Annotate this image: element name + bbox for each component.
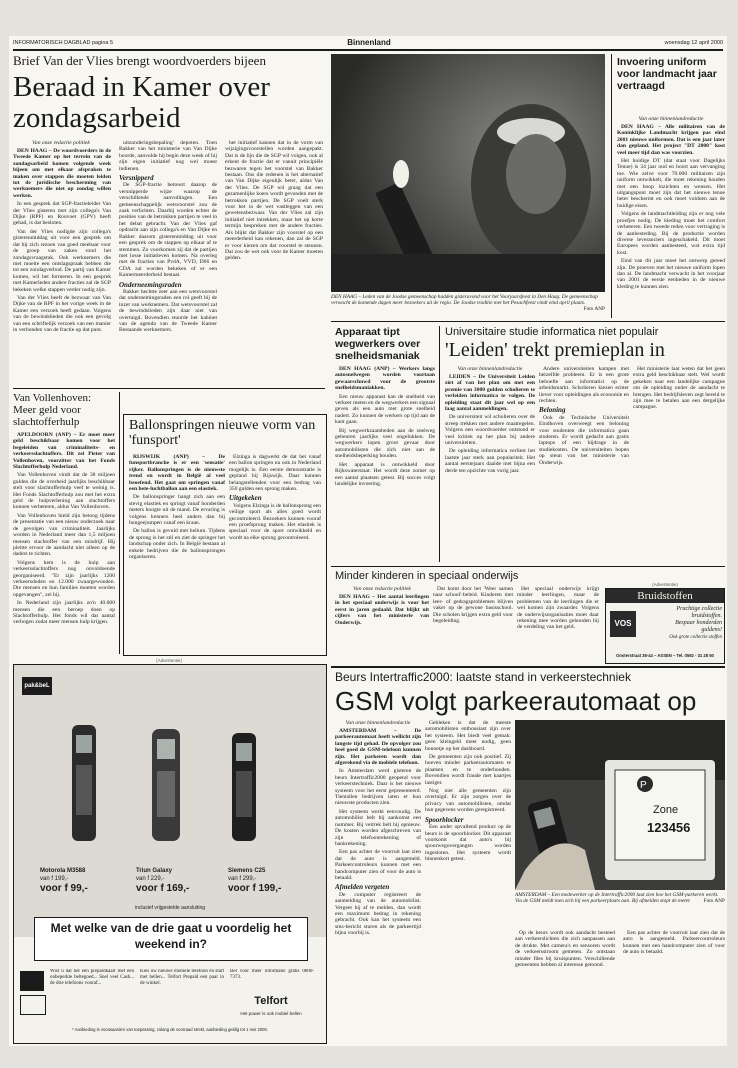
photo-credit: Foto ANP <box>703 898 725 904</box>
lead-paragraph: het initiatief kannen dat in de vorm van wijzigingsvoorstellen worden aangepakt. Dat is de lijn die de SGP wil volgen, ook al erkent de fractie dat er vanuit principiële bezwaren tegen het voorstel van Bakker bestaan. Ons die redenen is het alternatief van Van Dijke eigenlijk beter, aldus Van der Vlies. De SGP wil graag dat een gezamenlijke koers wordt gevonden met de betrokken partijen. De SGP voelt sterk voor het in de wet vastleggen van een gewetensbezwaar. Van der Vlies zal zijn initiatief niet intrekken, maar het op korte termijn bespreken met de andere fracties. Als blijkt dat Bakker zijn voorstel op een meerderheid kan rekenen, dan zal de SGP er voor kiezen om dat voorstel te steunen. Dat zou de wet ook voor de Kamer moeten gelden. <box>225 140 323 262</box>
masthead-section: Binnenland <box>347 38 391 47</box>
gsm-paragraph: De computer registreert de aanmelding van de automobilist. Vergeet hij af te melden, dan wordt een maximum bedrag in rekening gebracht. Ook kan het systeem een sms-bericht sturen als de parkeertijd bijna voorbij is. <box>335 891 421 937</box>
lead-subhead: Versnipperd <box>119 174 154 183</box>
phone-offer-name: Triun Galaxy <box>136 868 173 874</box>
gsm-kicker: Beurs Intertraffic2000: laatste stand in verkeerstechniek <box>335 670 631 684</box>
lead-subhead: Onderneemingsraden <box>119 280 182 289</box>
ballon-paragraph: De ballonspringer hangt zich aan een stevig elastiek en springt vanaf honderden meters hoogte uit de mand. De ervaring is volgens kenners heel anders dan bij bungeejumpen vanaf een kraan. <box>129 494 225 527</box>
gsm-photo-caption <box>515 892 725 928</box>
phone-offer-price: voor f 99,- <box>40 883 88 894</box>
leiden-column-3 <box>633 366 725 562</box>
bruids-ad-text: guldens! <box>701 627 722 633</box>
leiden-subhead: Beloning <box>539 406 566 415</box>
phone-ad-slogan: Met welke van de drie gaat u voordelig het weekend in? <box>34 917 308 961</box>
vos-logo: VOS <box>610 611 636 637</box>
photo-caption-text: AMSTERDAM – Een medewerker op de Intertraffic2000 laat zien hoe het GSM-parkeren werkt. Via de GSM meldt men zich bij een parkeerplaats aan. Bij afmelden stopt de meter. <box>515 892 719 904</box>
gsm-photo <box>515 720 725 890</box>
gsm-subhead: Afmelden vergeten <box>335 883 390 892</box>
gsm-column-2 <box>425 720 511 1040</box>
leiden-paragraph: Andere universiteiten kampen met hetzelfde probleem. Er is een grote behoefte aan informatici op de arbeidsmarkt. Scholieren kiezen echter liever voor opleidingen als economie en rechten. <box>539 366 629 405</box>
phone-ad-text-1: Wist u dat het een prepaidkaart met een onbeperkte beltegoed... Snel veel Cash... de drie telefoons vooraf... <box>50 969 134 986</box>
telfort-logo: Telfort <box>254 995 288 1007</box>
lead-paragraph: Bakker hechtte zeer aan een wetsvoorstel dat ondernemingsraden een rol geeft bij de inzet van werknemers. Dat wetsvoorstel zal de bewindslieden zijn daar niet van overtuigd. Bovendien stuurde het kabinet van de agenda van de Tweede Kamer Bestaande werknemers. <box>119 288 217 334</box>
gsm-column-3 <box>515 930 615 1040</box>
vollenhoven-body <box>13 432 115 654</box>
lead-paragraph: Van der Vlies nodigde zijn collega's gisterenmiddag uit voor een gesprek om dat bij zich rezoen van goed meebaar voor de groep van zaken rond het zondagsvraagstuk. Ook werknemers die met moeite een ontslagspraak hebben die tot een zondagverbod. De partij van Kamer komen, wil het formeren. In een gesprek met Kamerleden andere fracties zal de SGP bekeken welke stappen verder nodig zijn. <box>13 228 111 293</box>
phone-offer <box>136 867 222 894</box>
phone-offer-name: Motorola M3588 <box>40 868 86 874</box>
phone-offer <box>228 867 314 894</box>
sidebar-headline: Invoering uniform voor landmacht jaar vertraagd <box>617 56 717 92</box>
lead-byline: Van onze redactie politiek <box>32 140 90 146</box>
sidebar-byline: Van onze binnenlandredactie <box>638 116 704 122</box>
leiden-headline: 'Leiden' trekt premieplan in <box>445 339 665 361</box>
ballon-column-2 <box>229 454 321 650</box>
bruids-ad-brand: Bruidstoffen <box>606 589 724 603</box>
apparaat-paragraph: Bij wegwerkzaamheden aan de snelweg gebeuren jaarlijks veel ongelukken. De wegwerkers lopen groot gevaar door automobilisten die zich niet aan de snelheidsbeperking houden. <box>335 427 435 460</box>
ballon-divider <box>119 392 120 654</box>
gsm-paragraph: AMSTERDAM – De parkeerautomaat heeft wellicht zijn langste tijd gehad. De opvolger zou heel goed de GSM-telefoon kunnen zijn. Het parkeren wordt dan afgerekend via de mobiele telefoon. <box>335 728 421 767</box>
bruids-ad-text: Prachtige collectie <box>676 606 722 612</box>
main-photo <box>331 54 605 292</box>
main-photo-caption <box>331 294 605 320</box>
lead-paragraph: uitzonderingsbepaling' depoten. Toen Bakker van het ministerie van Van Dijke hoorde, aanvulde hij begin deze week of hij zijn eigen initiatief nog wel moest indienen. <box>119 140 217 172</box>
gsm-paragraph: Op de beurs wordt ook aandacht besteed aan verkeerslichten die zich aanpassen aan de drukte. Met camera's en sensoren wordt de verkeersstroom gemeten. Zo ontstaan minder files bij kruispunten. Verschillende gemeenten hebben al interesse getoond. <box>515 930 615 969</box>
minder-paragraph: Dat komt door het 'Weer samen naar school'-beleid. Kinderen met leer- of gedragsproblemen blijven vaker op de gewone basisschool. Die scholen krijgen extra geld voor begeleiding. <box>433 586 513 625</box>
svg-text:P: P <box>640 780 647 791</box>
lead-paragraph: In een gesprek dat SGP-fractieleider Van der Vlies gisteren met zijn collega's Van Dijke (RPF) en Rouvoet (GPV) heeft gehad, is dat besloten. <box>13 201 111 227</box>
phone-ad-footer: * Aanbieding is voorwaarden van toepassing, zolang de voorraad strekt, aanbieding geldig tot 1 mei 2000. <box>71 1027 268 1032</box>
vollenhoven-paragraph: In Nederland zijn jaarlijks zo'n 40.000 mensen die een beroep doen op Slachtofferhulp. Het fonds wil dat aantal verhogen zodat meer mensen hulp krijgen. <box>13 600 115 626</box>
bruids-ad-tagline <box>640 606 722 641</box>
lead-column-1 <box>13 148 111 384</box>
vollenhoven-paragraph: APELDOORN (ANP) – Er moet meer geld beschikbaar komen voor het begeleiden van criminaliteits- en verkeersslachtoffers. Dit zei Pieter van Vollenhoven, voorzitter van het Fonds Slachtofferhulp Nederland. <box>13 432 115 471</box>
phone-offer-was: van f 299,- <box>228 876 257 882</box>
section-rule <box>331 666 725 668</box>
bruids-ad-text: Ook grote collectie stoffen <box>669 635 722 640</box>
leiden-paragraph: LEIDEN – De Universiteit Leiden ziet af van het plan om met een premie van 3000 gulden scholieren te verleiden informatica te volgen. De opleiding staat dit jaar wel op een laag aantal aanmeldingen. <box>445 374 535 413</box>
phone-offer-was: van f 229,- <box>136 876 165 882</box>
vollenhoven-paragraph: Van Vollenhoven hield zijn betoog tijdens de presentatie van een nieuw onderzoek naar de gevolgen van criminaliteit. Jaarlijks worden in Nederland meer dan 1,5 miljoen mensen slachtoffer van een misdrijf. Hij pleitte ervoor de aandacht niet alleen op de daders te richten. <box>13 512 115 558</box>
section-rule <box>331 566 725 567</box>
ballon-subhead: Uitgekeken <box>229 494 262 503</box>
leiden-column-2 <box>539 366 629 562</box>
photo-credit: Foto ANP <box>583 306 605 312</box>
phone-ad-text-3: Bel voor meer informatie gratis 0800-7373. <box>230 969 314 980</box>
section-rule <box>331 321 725 322</box>
gsm-paragraph: De gemeenten zijn ook positief. Zij hoeven minder parkeerautomaten te plaatsen en te onderhouden. Bovendien wordt fraude met kaartjes lastiger. <box>425 754 511 786</box>
bruids-ad-text: bruidstoffen. <box>691 613 722 619</box>
leiden-kicker: Universitaire studie informatica niet populair <box>445 326 659 338</box>
phone-ad-note: inclusief vrijgestelde aansluiting <box>134 905 206 911</box>
leiden-paragraph: De universiteit wil scholieren over de streep trekken met andere maatregelen. Volgens een woordvoerder ontstond er veel kritiek op het plan bij andere universiteiten. <box>445 414 535 447</box>
masthead-date: woensdag 12 april 2000 <box>664 40 723 46</box>
gsm-paragraph: Gebleken is dat de meeste automobilisten enthousiast zijn over het systeem. Het biedt veel gemak: geen kleingeld meer nodig, geen bonnetje op het dashboard. <box>425 720 511 752</box>
ballon-paragraph: RIJSWIJK (ANP) – De funsportbranche is er een 'sensatie' rijker. Ballonspringen is de nieuwste trend en wordt in België al veel beoefend. Het gaat om springen vanaf een hete-luchtballon aan een elastiek. <box>129 454 225 493</box>
sidebar-paragraph: Eind van dit jaar moet het ontwerp gereed zijn. De proeven met het nieuwe uniform lopen dan al. De landmacht verwacht in het voorjaar van 2001 de eerste eenheden in de nieuwe kleding te kunnen zien. <box>617 258 725 290</box>
lead-column-2 <box>119 140 217 384</box>
ballon-paragraph: Volgens Elzinga is de ballonsprong een veilige sport als alles goed wordt gecontroleerd. Bezoekers kunnen vooraf een proefsprong maken. Het elastiek is speciaal voor de sport ontwikkeld en wordt na elke sprong gecontroleerd. <box>229 502 321 541</box>
leiden-paragraph: De opleiding informatica verliest het laatste jaar sterk aan populariteit. Het aantal eerstejaars daalde met bijna een derde ten opzichte van vorig jaar. <box>445 448 535 474</box>
gsm-paragraph: Nog niet alle gemeenten zijn overtuigd. Er zijn zorgen over de privacy van automobilisten, omdat hun gegevens worden geregistreerd. <box>425 788 511 814</box>
phone-ad[interactable] <box>13 664 327 1044</box>
apparaat-paragraph: Een nieuw apparaat kan de snelheid van verkeer meten en de wegwerkers een signaal geven als een auto met grote snelheid nadert. Zo kunnen de werkers op tijd aan de kant gaan. <box>335 393 435 426</box>
masthead-left: INFORMATORISCH DAGBLAD pagina 5 <box>13 40 114 46</box>
phone-offer-price: voor f 199,- <box>228 883 282 894</box>
vollenhoven-headline: Van Vollenhoven: Meer geld voor slachtofferhulp <box>13 392 92 428</box>
bruids-ad-address: Oosterstraat 38-44 – ASSEN – Tel. 0592 - 31 28 50 <box>616 653 714 658</box>
phone-offer <box>40 867 126 894</box>
section-rule <box>13 388 325 389</box>
ballon-headline: Ballonspringen nieuwe vorm van 'funsport' <box>129 418 316 448</box>
minder-paragraph: Het speciaal onderwijs krijgt minder leerlingen, maar de problemen van de leerlingen die er wel komen zijn zwaarder. Volgens de onderwijsorganisaties moet daar rekening mee worden gehouden bij de verdeling van het geld. <box>517 586 599 631</box>
ballon-paragraph: Elzinga is dagwerkt de dat het vanaf een ballon springen nu ook in Nederland mogelijk is. Een eerste demonstratie is gepland bij Rijswijk. Daar kunnen belangstellenden voor een bedrag van 350 gulden een sprong maken. <box>229 454 321 493</box>
sidebar-paragraph: Het huidige DT (dat staat voor Dagelijks Tenue) is 34 jaar oud en hoort aan vervanging toe. Wie zelve voor 70.000 militairen zijn uniform ontwikkelt, die moet rekening houden met een hoop inzichten en wensen. Het uitgangspunt moet zijn dat het nieuwe tenue beter beschermt en ook moet voldoen aan de huidige eisen. <box>617 158 725 209</box>
bruids-ad-text: Bespaar honderden <box>675 620 722 626</box>
telfort-tagline: Het power is ook mobiel bellen <box>240 1011 302 1016</box>
phone-offer-name: Siemens C25 <box>228 868 266 874</box>
phone-motorola <box>72 725 96 841</box>
main-photo-image <box>331 54 605 292</box>
leiden-byline: Van onze binnenlandredactie <box>457 366 523 372</box>
phone-offer-was: van f 199,- <box>40 876 69 882</box>
phone-ad-text-2: Kies uw nieuwe mobiele telefoon en start met bellen... Telfort Prepaid een paar in de winkel. <box>140 969 224 986</box>
gsm-headline: GSM volgt parkeerautomaat op <box>335 686 697 716</box>
gsm-paragraph: Een pas achter de voorruit laat zien dat de auto is aangemeld. Parkeercontroleurs kunnen met een handcomputer zien of voor de auto is betaald. <box>335 849 421 881</box>
pak-en-bel-logo: pak&beL <box>22 677 52 695</box>
phone-offer-price: voor f 169,- <box>136 883 190 894</box>
bruids-ad-label: (Advertentie) <box>652 582 678 587</box>
gsm-paragraph: Het systeem werkt eenvoudig. De automobilist belt bij aankomst een nummer. Bij vertrek belt hij opnieuw. De kosten worden afgeschreven van zijn telefoonrekening of bankrekening. <box>335 808 421 847</box>
phone-triun <box>152 729 180 841</box>
certificate-logo <box>20 995 46 1015</box>
minder-byline: Van onze redactie politiek <box>353 586 411 592</box>
vollenhoven-paragraph: Volgens hem is de hulp aan verkeersslachtoffers nog onvoldoende georganiseerd. "Er zijn jaarlijks 1200 verkeersdoden en 12.000 zwaargewonden. Die mensen en hun families moeten worden opgevangen", zei hij. <box>13 559 115 598</box>
minder-column-1 <box>335 594 429 662</box>
minder-paragraph: DEN HAAG – Het aantal leerlingen in het speciaal onderwijs is voor het eerst in jaren gedaald. Dat blijkt uit cijfers van het ministerie van Onderwijs. <box>335 594 429 626</box>
lead-column-3 <box>225 140 323 384</box>
ballon-paragraph: De ballon is gevuld met helium. Tijdens de sprong is het stil en ziet de springer het landschap onder zich. In België bestaan al enkele bedrijven die de ballonsprongen organiseren. <box>129 528 225 561</box>
lead-paragraph: DEN HAAG – De woordvoerders in de Tweede Kamer op het terrein van de zondagsarbeid komen volgende week bijeen om met elkaar afspraken te maken over stappen die moeten leiden tot de juridische bescherming van werknemers die niet op zondag willen werken. <box>13 148 111 199</box>
newspaper-page <box>9 36 727 1046</box>
vollenhoven-paragraph: Van Vollenhoven vindt dat de 38 miljoen gulden die de overheid jaarlijks beschikbaar stelt voor slachtofferhulp veel te weinig is. Het Fonds Slachtofferhulp zou met het extra geld de hulpverlening aan slachtoffers kunnen verbeteren, aldus Van Vollenhoven. <box>13 472 115 511</box>
lead-paragraph: De SGP-fractie betreurt daarop de versnipperde wijze waarop de verschillende aanvullingen. Een gemeenschappelijk wetsvoorstel zou de zaak verlichten. Daarbij worden echter de posities van de betrokken partijen te veel in het debat gebracht. Van der Vlies gaf opdracht aan zijn collega's en Van Dijke en Bakker daarom gisterenmiddag uit voor een gesprek om de stappen op elkaar af te stemmen. Zo voorkomen zij dat de partijen met losse initiatieven komen. Na overleg met de fracties van PvdA, VVD, D66 en CDA zal worden bekeken of er een Kamermeerderheid bestaat. <box>119 182 217 279</box>
sidebar-paragraph: DEN HAAG – Alle militairen van de Koninklijke Landmacht krijgen pas eind 2001 nieuwe uniformen. Dat is een jaar later dan gepland. Het project "DT 2000" kost veel meer tijd dan was voorzien. <box>617 124 725 156</box>
gsm-paragraph: Een pas achter de voorruit laat zien dat de auto is aangemeld. Parkeercontroleurs kunnen met een handcomputer zien of voor de auto is betaald. <box>623 930 725 956</box>
gsm-paragraph: Een ander opvallend product op de beurs is de spoorblocker. Dit apparaat voorkomt dat auto's bij spoorwegovergangen worden ingesloten. Het systeem wordt binnenkort getest. <box>425 824 511 863</box>
gsm-paragraph: In Amsterdam werd gisteren de beurs Intertraffic2000 geopend voor verkeerstechniek. Daar is het nieuwe systeem voor het eerst gepresenteerd. Tientallen bedrijven laten er hun nieuwste producten zien. <box>335 768 421 807</box>
apparaat-body <box>335 366 435 562</box>
minder-headline: Minder kinderen in speciaal onderwijs <box>335 570 519 582</box>
leiden-divider <box>439 326 440 562</box>
leiden-column-1 <box>445 374 535 562</box>
bruids-ad[interactable] <box>605 588 725 664</box>
sidebar-paragraph: Volgens de landmachtleiding zijn er nog vele proefjes nodig. De kleding moet het comfort verbeteren. Een tweede reden voor vertraging is de aanbesteding. Bij de productie worden diverse leveranciers ingeschakeld. Dit moet Europees worden aanbesteed, wat extra tijd kost. <box>617 211 725 256</box>
leiden-paragraph: Het ministerie laat weten dat het geen extra geld beschikbaar stelt. Wel wordt gekeken naar een landelijke campagne om de opleiding onder de aandacht te brengen. Het bedrijfsleven zegt bereid te zijn mee te betalen aan een dergelijke campagne. <box>633 366 725 411</box>
apparaat-paragraph: DEN HAAG (ANP) – Werkers langs autosnelwegen worden voortaan gewaarschuwd voor de grootste snelheidsmaniakken. <box>335 366 435 392</box>
gsm-byline: Van onze binnenlandredactie <box>345 720 411 726</box>
apparaat-paragraph: Het apparaat is ontwikkeld door Rijkswaterstaat. Het wordt deze zomer op een aantal plaatsen getest. Bij succes volgt landelijke invoering. <box>335 461 435 487</box>
leiden-paragraph: Ook de Technische Universiteit Eindhoven overweegt een beloning voor studenten die informatica gaan studeren. Er wordt gedacht aan gratis laptops of een bijdrage in de studiekosten. De universiteiten hopen op steun van het ministerie van Onderwijs. <box>539 414 629 466</box>
gsm-subhead: Spoorblocker <box>425 815 464 824</box>
photo-caption-text: DEN HAAG – Leden van de Joodse gemeenschap hadden gisteravond voor het Voorjaarsfeest in Den Haag. De gemeenschap verwacht de komende dagen meer bezoekers uit de regio. De Joodse traditie met het Pesachfeest vindt eind april plaats. <box>331 294 598 306</box>
zone-sign-number: 123456 <box>647 820 691 835</box>
sidebar-body <box>617 124 725 320</box>
pak-en-bel-mini-logo <box>20 971 44 991</box>
lead-kicker: Brief Van der Vlies brengt woordvoerders bijeen <box>13 53 266 68</box>
lead-paragraph: Van der Vlies heeft de bezwaar van Van Dijke van de RPF in het vorige week in de Kamer een verzoek heeft gedaan. Volgens van de bewindslieden die ook een gevolg van een schriftelijk verzoek van een manier in verbonden van de fractie op dat punt. <box>13 294 111 333</box>
gsm-column-1 <box>335 728 421 1040</box>
sidebar-divider <box>611 54 612 318</box>
ballon-column-1 <box>129 454 225 650</box>
zone-sign-label: Zone <box>653 804 679 816</box>
minder-column-2 <box>433 586 513 662</box>
gsm-column-4 <box>623 930 725 1040</box>
lead-headline: Beraad in Kamer over zondagsarbeid <box>13 71 270 134</box>
minder-column-3 <box>517 586 599 662</box>
phone-siemens <box>232 733 256 841</box>
masthead-rule <box>13 49 723 51</box>
phone-ad-label: (Advertentie) <box>156 658 182 663</box>
phone-ad-phones <box>54 715 304 855</box>
apparaat-headline: Apparaat tipt wegwerkers over snelheidsmaniak <box>335 326 421 362</box>
